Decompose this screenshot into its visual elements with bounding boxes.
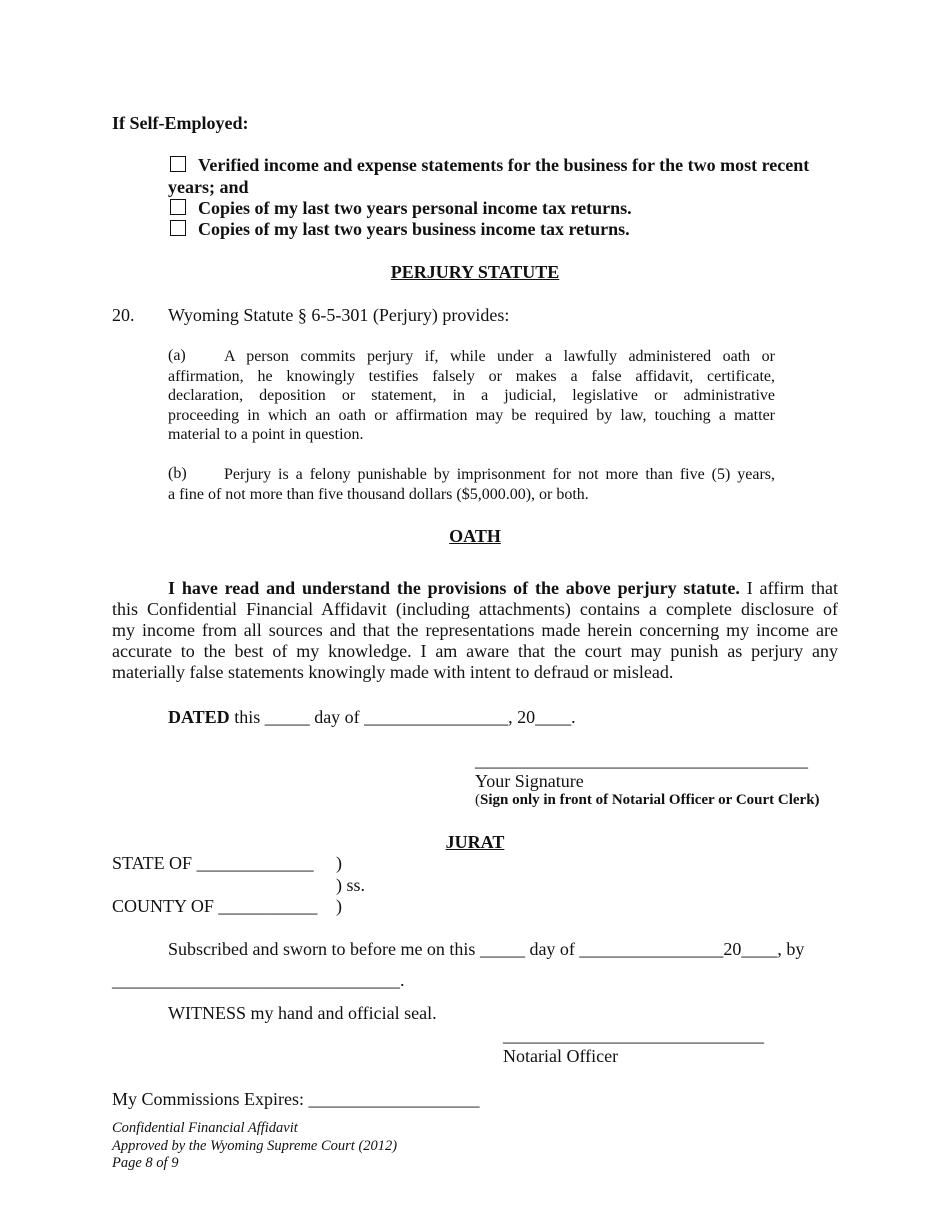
subsection-a-text — [168, 347, 775, 445]
subsection-b-label: (b) — [168, 465, 187, 482]
subsection-a-line: declaration, deposition or statement, in a judicial, legislative or administrative — [168, 387, 775, 404]
perjury-intro: Wyoming Statute § 6-5-301 (Perjury) provides: — [168, 305, 510, 325]
checkbox-verified-statements[interactable] — [170, 156, 186, 172]
oath-title: OATH — [449, 526, 501, 546]
witness-statement: WITNESS my hand and official seal. — [168, 1003, 437, 1023]
notary-label: Notarial Officer — [503, 1046, 619, 1066]
venue-paren-top: ) — [336, 853, 342, 873]
checkbox-business-tax-returns[interactable] — [170, 220, 186, 236]
oath-line — [112, 578, 838, 599]
dated-line[interactable] — [168, 707, 576, 728]
commission-expires-field[interactable]: My Commissions Expires: ___________________ — [112, 1089, 480, 1109]
subsection-a-label: (a) — [168, 347, 186, 364]
footer — [112, 1120, 397, 1173]
oath-line: materially false statements knowingly made with intent to defraud or mislead. — [112, 662, 674, 682]
subsection-a-line: proceeding in which an oath or affirmation may be required by law, touching a matter — [168, 406, 775, 424]
item-personal-tax-returns: Copies of my last two years personal income tax returns. — [198, 198, 632, 218]
subsection-a-line: material to a point in question. — [168, 426, 364, 443]
oath-bold-lead: I have read and understand the provisions of the above perjury statute. — [168, 578, 740, 598]
item-business-tax-returns: Copies of my last two years business income tax returns. — [198, 219, 630, 239]
oath-paragraph — [112, 578, 838, 683]
venue-ss: ) ss. — [336, 875, 366, 895]
oath-line: my income from all sources and that the representations made herein concerning my income are — [112, 620, 838, 640]
self-employed-heading: If Self-Employed: — [112, 113, 249, 133]
sworn-name-line[interactable]: ________________________________. — [112, 970, 405, 990]
state-of-field[interactable]: STATE OF _____________ — [112, 853, 314, 873]
paragraph-number: 20. — [112, 305, 135, 325]
item-verified-statements-line2: years; and — [168, 177, 249, 197]
subsection-b-line: a fine of not more than five thousand dollars ($5,000.00), or both. — [168, 485, 589, 503]
item-verified-statements-line1: Verified income and expense statements for the business for the two most recent — [198, 155, 810, 175]
signature-note — [475, 792, 820, 809]
perjury-statute-title: PERJURY STATUTE — [390, 262, 560, 282]
dated-blanks[interactable]: this _____ day of ________________, 20____. — [234, 707, 576, 727]
signature-note-open: ( — [475, 792, 480, 808]
signature-note-text: Sign only in front of Notarial Officer or Court Clerk) — [480, 792, 820, 808]
venue-paren-bottom: ) — [336, 896, 342, 916]
oath-line: accurate to the best of my knowledge. I am aware that the court may punish as perjury any — [112, 641, 838, 661]
subsection-b-text — [168, 465, 775, 504]
dated-label: DATED — [168, 707, 230, 727]
notary-signature-line[interactable]: _____________________________ — [503, 1025, 764, 1045]
subsection-a-line: A person commits perjury if, while under a lawfully administered oath or — [224, 348, 775, 365]
signature-label: Your Signature — [475, 771, 584, 791]
footer-page-number: Page 8 of 9 — [112, 1155, 179, 1171]
oath-line1-rest: I affirm that — [746, 578, 839, 598]
jurat-title: JURAT — [445, 832, 505, 852]
subsection-a-line: affirmation, he knowingly testifies falsely or makes a false affidavit, certificate, — [168, 367, 775, 385]
county-of-field[interactable]: COUNTY OF ___________ — [112, 896, 318, 916]
oath-line: this Confidential Financial Affidavit (including attachments) contains a complete disclosure of — [112, 599, 838, 619]
subsection-b-line: Perjury is a felony punishable by imprisonment for not more than five (5) years, — [224, 466, 775, 483]
footer-approval: Approved by the Wyoming Supreme Court (2012) — [112, 1137, 398, 1154]
signature-line[interactable]: _____________________________________ — [475, 750, 808, 770]
sworn-statement[interactable]: Subscribed and sworn to before me on this _____ day of ________________20____, by — [168, 939, 805, 959]
footer-form-name: Confidential Financial Affidavit — [112, 1120, 298, 1136]
checkbox-personal-tax-returns[interactable] — [170, 199, 186, 215]
